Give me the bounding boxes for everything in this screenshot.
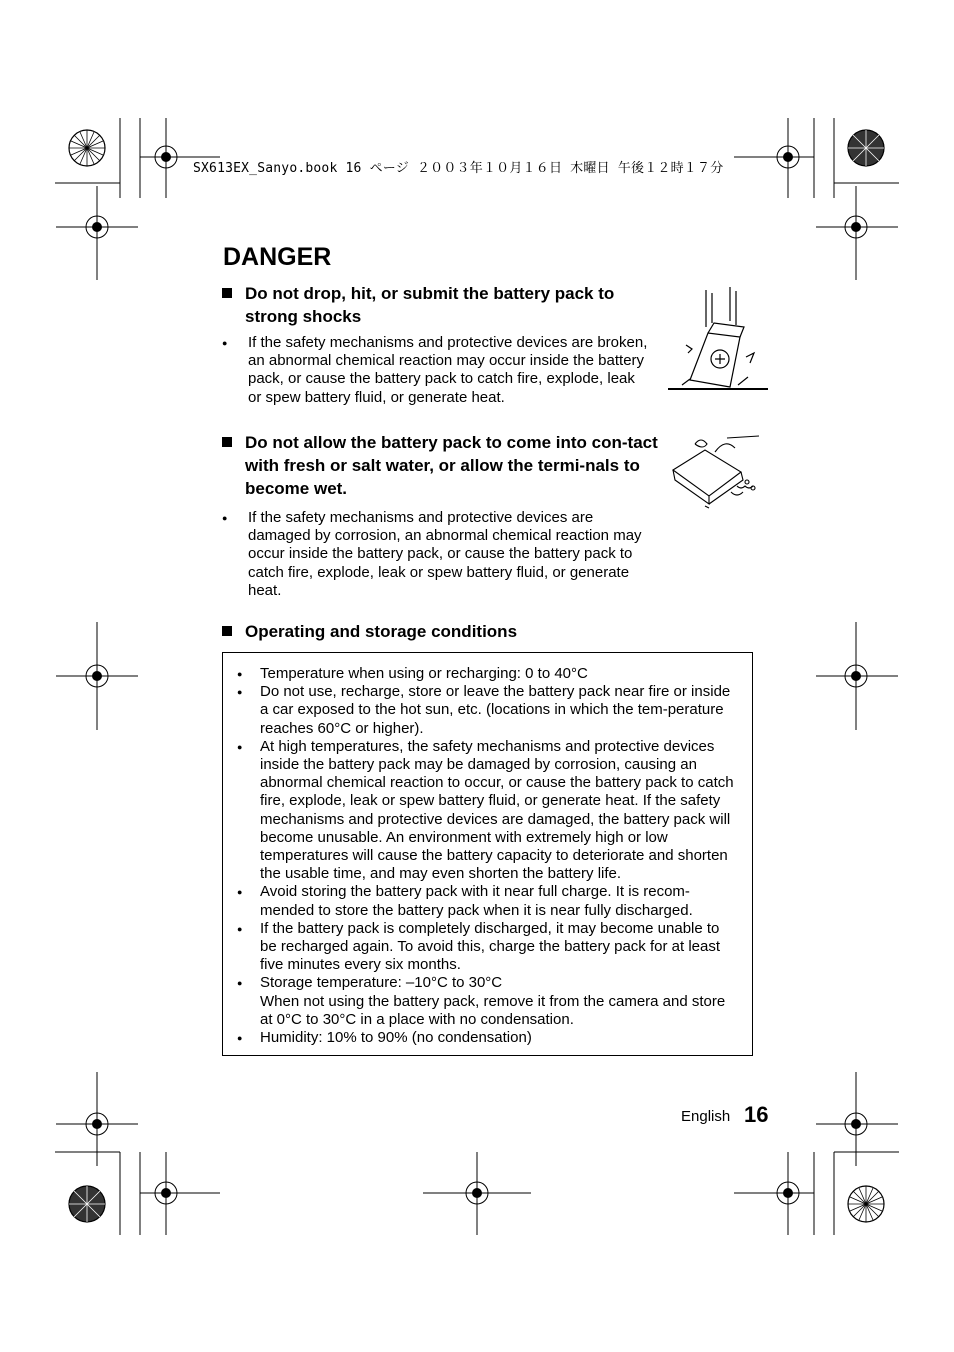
dropped-battery-illustration — [668, 285, 768, 393]
square-bullet-icon — [222, 437, 232, 447]
section-title: Do not drop, hit, or submit the battery pack to strong shocks — [245, 284, 615, 326]
bullet-item: ● Humidity: 10% to 90% (no condensation) — [237, 1029, 738, 1047]
conditions-box — [222, 652, 753, 1056]
bullet-item: ● Storage temperature: –10°C to 30°C — [237, 974, 738, 992]
bullet-item: ● If the battery pack is completely discharged, it may become unable to be recharged again. To avoid this, charge the battery pack for at least five minutes every six months. — [237, 920, 738, 975]
page-title: DANGER — [223, 243, 332, 271]
footer-language: English — [681, 1108, 731, 1125]
section-water-contact — [222, 431, 660, 600]
print-header-line: SX613EX_Sanyo.book 16 ページ ２００３年１０月１６日 木曜日 午後１２時１７分 — [193, 161, 724, 176]
wet-battery-illustration — [665, 432, 765, 510]
section-operating-storage — [222, 620, 742, 643]
square-bullet-icon — [222, 626, 232, 636]
bullet-item: ● Temperature when using or recharging: 0 to 40°C — [237, 665, 738, 683]
bullet-item: ● If the safety mechanisms and protective devices are damaged by corrosion, an abnormal chemical reaction may occur inside the battery pack, or cause the battery pack to catch fire, explode, leak or spew battery fluid, or generate heat. — [222, 509, 643, 600]
section-title: Operating and storage conditions — [245, 622, 518, 641]
bullet-item: ● Do not use, recharge, store or leave the battery pack near fire or inside a car exposed to the hot sun, etc. (locations in which the tem-perature reaches 60°C or higher). — [237, 683, 738, 738]
storage-note: When not using the battery pack, remove it from the camera and store at 0°C to 30°C in a place with no condensation. — [260, 992, 726, 1028]
bullet-item: ● Avoid storing the battery pack with it near full charge. It is recom-mended to store the battery pack when it is near fully discharged. — [237, 883, 738, 919]
section-title: Do not allow the battery pack to come into con-tact with fresh or salt water, or allow the termi-nals to become wet. — [245, 433, 658, 498]
section-drop-shock — [222, 282, 652, 407]
page-number: 16 — [744, 1102, 769, 1127]
bullet-item: ● If the safety mechanisms and protective devices are broken, an abnormal chemical reaction may occur inside the battery pack, or cause the battery pack to catch fire, explode, leak or spew battery fluid, or generate heat. — [222, 334, 652, 407]
bullet-item: ● At high temperatures, the safety mechanisms and protective devices inside the battery pack may be damaged by corrosion, causing an abnormal chemical reaction to occur, or cause the battery pack to catch fire, explode, leak or spew battery fluid, or generate heat. If the safety mechanisms and protective devices are damaged, the battery pack will become unusable. An environment with extremely high or low temperatures will cause the battery capacity to deteriorate and shorten the usable time, and may even shorten the battery life. — [237, 738, 738, 884]
square-bullet-icon — [222, 288, 232, 298]
